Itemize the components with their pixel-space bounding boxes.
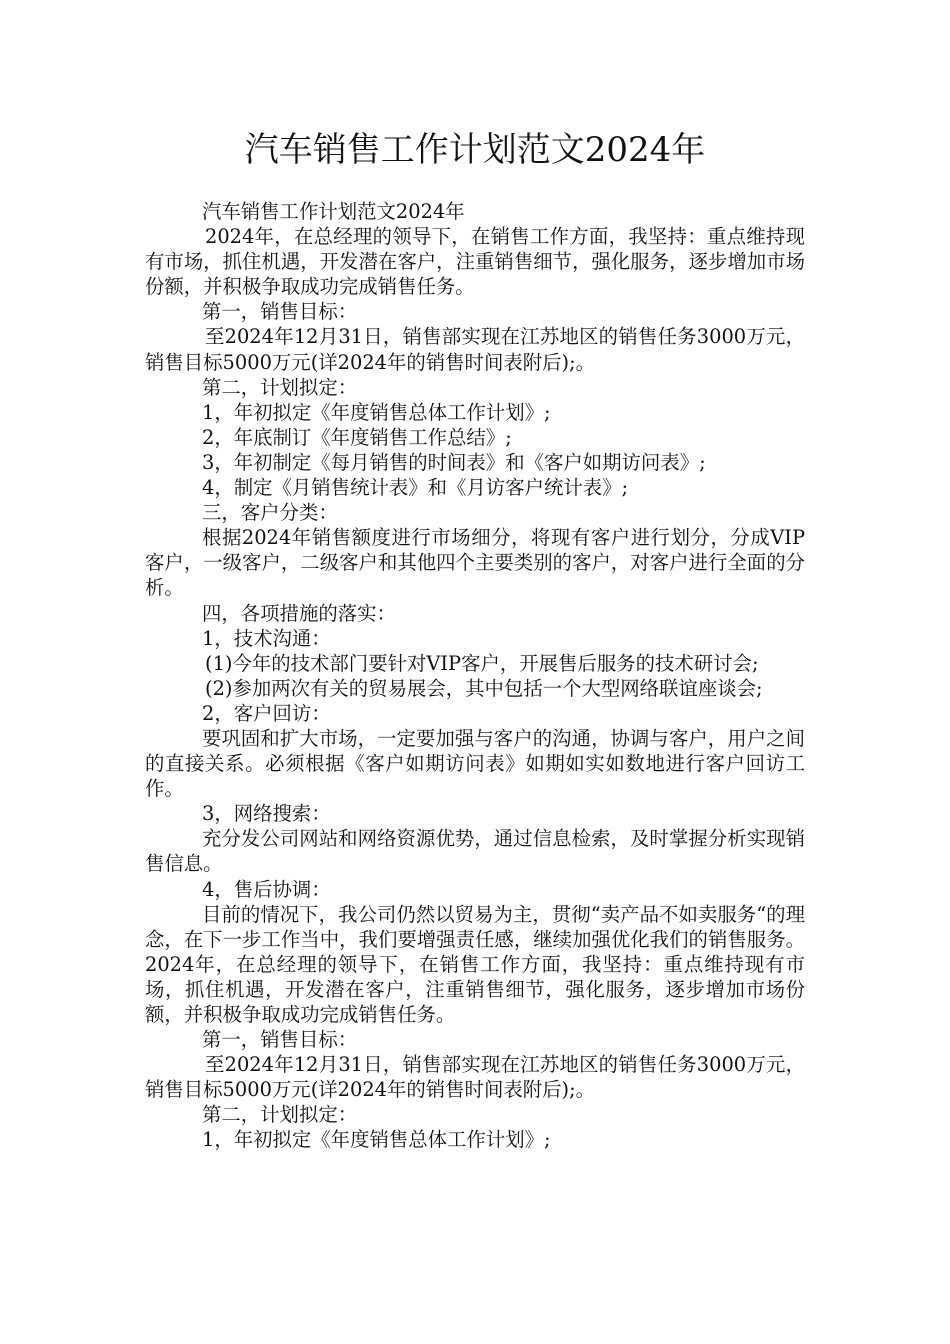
list-item-plan-1-repeat: 1，年初拟定《年度销售总体工作计划》; <box>202 1128 551 1152</box>
paragraph-subtitle: 汽车销售工作计划范文2024年 <box>202 200 465 223</box>
subheading-tech-communication: 1，技术沟通： <box>202 626 331 650</box>
heading-sales-target: 第一，销售目标： <box>202 300 358 324</box>
paragraph-customer-classification: 根据2024年销售额度进行市场细分，将现有客户进行划分，分成VIP客户，一级客户，二级客户和其他四个主要类别的客户，对客户进行全面的分析。 <box>145 526 805 600</box>
document-body <box>145 199 805 1153</box>
subheading-after-sales: 4，售后协调： <box>202 877 331 901</box>
paragraph-tech-item-2: (2)参加两次有关的贸易展会，其中包括一个大型网络联谊座谈会; <box>205 676 763 700</box>
list-item-plan-3: 3，年初制定《每月销售的时间表》和《客户如期访问表》; <box>202 450 706 474</box>
paragraph-sales-target: 至2024年12月31日，销售部实现在江苏地区的销售任务3000万元，销售目标5000万元(详2024年的销售时间表附后);。 <box>145 325 805 374</box>
list-item-plan-2: 2，年底制订《年度销售工作总结》; <box>202 425 512 449</box>
paragraph-customer-visit: 要巩固和扩大市场，一定要加强与客户的沟通，协调与客户，用户之间的直接关系。必须根据《客户如期访问表》如期如实如数地进行客户回访工作。 <box>145 726 805 801</box>
heading-plan-repeat: 第二，计划拟定： <box>202 1103 358 1127</box>
list-item-plan-1: 1，年初拟定《年度销售总体工作计划》; <box>202 400 551 424</box>
heading-customer-classification: 三，客户分类： <box>202 501 338 525</box>
paragraph-after-sales: 目前的情况下，我公司仍然以贸易为主，贯彻“卖产品不如卖服务“的理念，在下一步工作当中，我们要增强责任感，继续加强优化我们的销售服务。 2024年，在总经理的领导下，在销售工作方面，我坚持：重点维持现有市场，抓住机遇，开发潜在客户，注重销售细节，强化服务，逐步增加市场份额，并积极争取成功完成销售任务。 <box>145 902 805 1026</box>
paragraph-network-search: 充分发公司网站和网络资源优势，通过信息检索，及时掌握分析实现销售信息。 <box>145 827 805 876</box>
heading-measures: 四，各项措施的落实： <box>202 601 396 625</box>
paragraph-intro: 2024年，在总经理的领导下，在销售工作方面，我坚持：重点维持现有市场，抓住机遇，开发潜在客户，注重销售细节，强化服务，逐步增加市场份额，并积极争取成功完成销售任务。 <box>145 225 805 299</box>
paragraph-sales-target-repeat: 至2024年12月31日，销售部实现在江苏地区的销售任务3000万元，销售目标5000万元(详2024年的销售时间表附后);。 <box>145 1053 805 1102</box>
list-item-plan-4: 4，制定《月销售统计表》和《月访客户统计表》; <box>202 476 629 500</box>
subheading-customer-visit: 2，客户回访： <box>202 701 331 725</box>
heading-sales-target-repeat: 第一，销售目标： <box>202 1028 358 1052</box>
heading-plan: 第二，计划拟定： <box>202 375 358 399</box>
subheading-network-search: 3，网络搜索： <box>202 802 331 826</box>
paragraph-tech-item-1: (1)今年的技术部门要针对VIP客户，开展售后服务的技术研讨会; <box>205 651 759 675</box>
document-title: 汽车销售工作计划范文2024年 <box>244 130 706 170</box>
